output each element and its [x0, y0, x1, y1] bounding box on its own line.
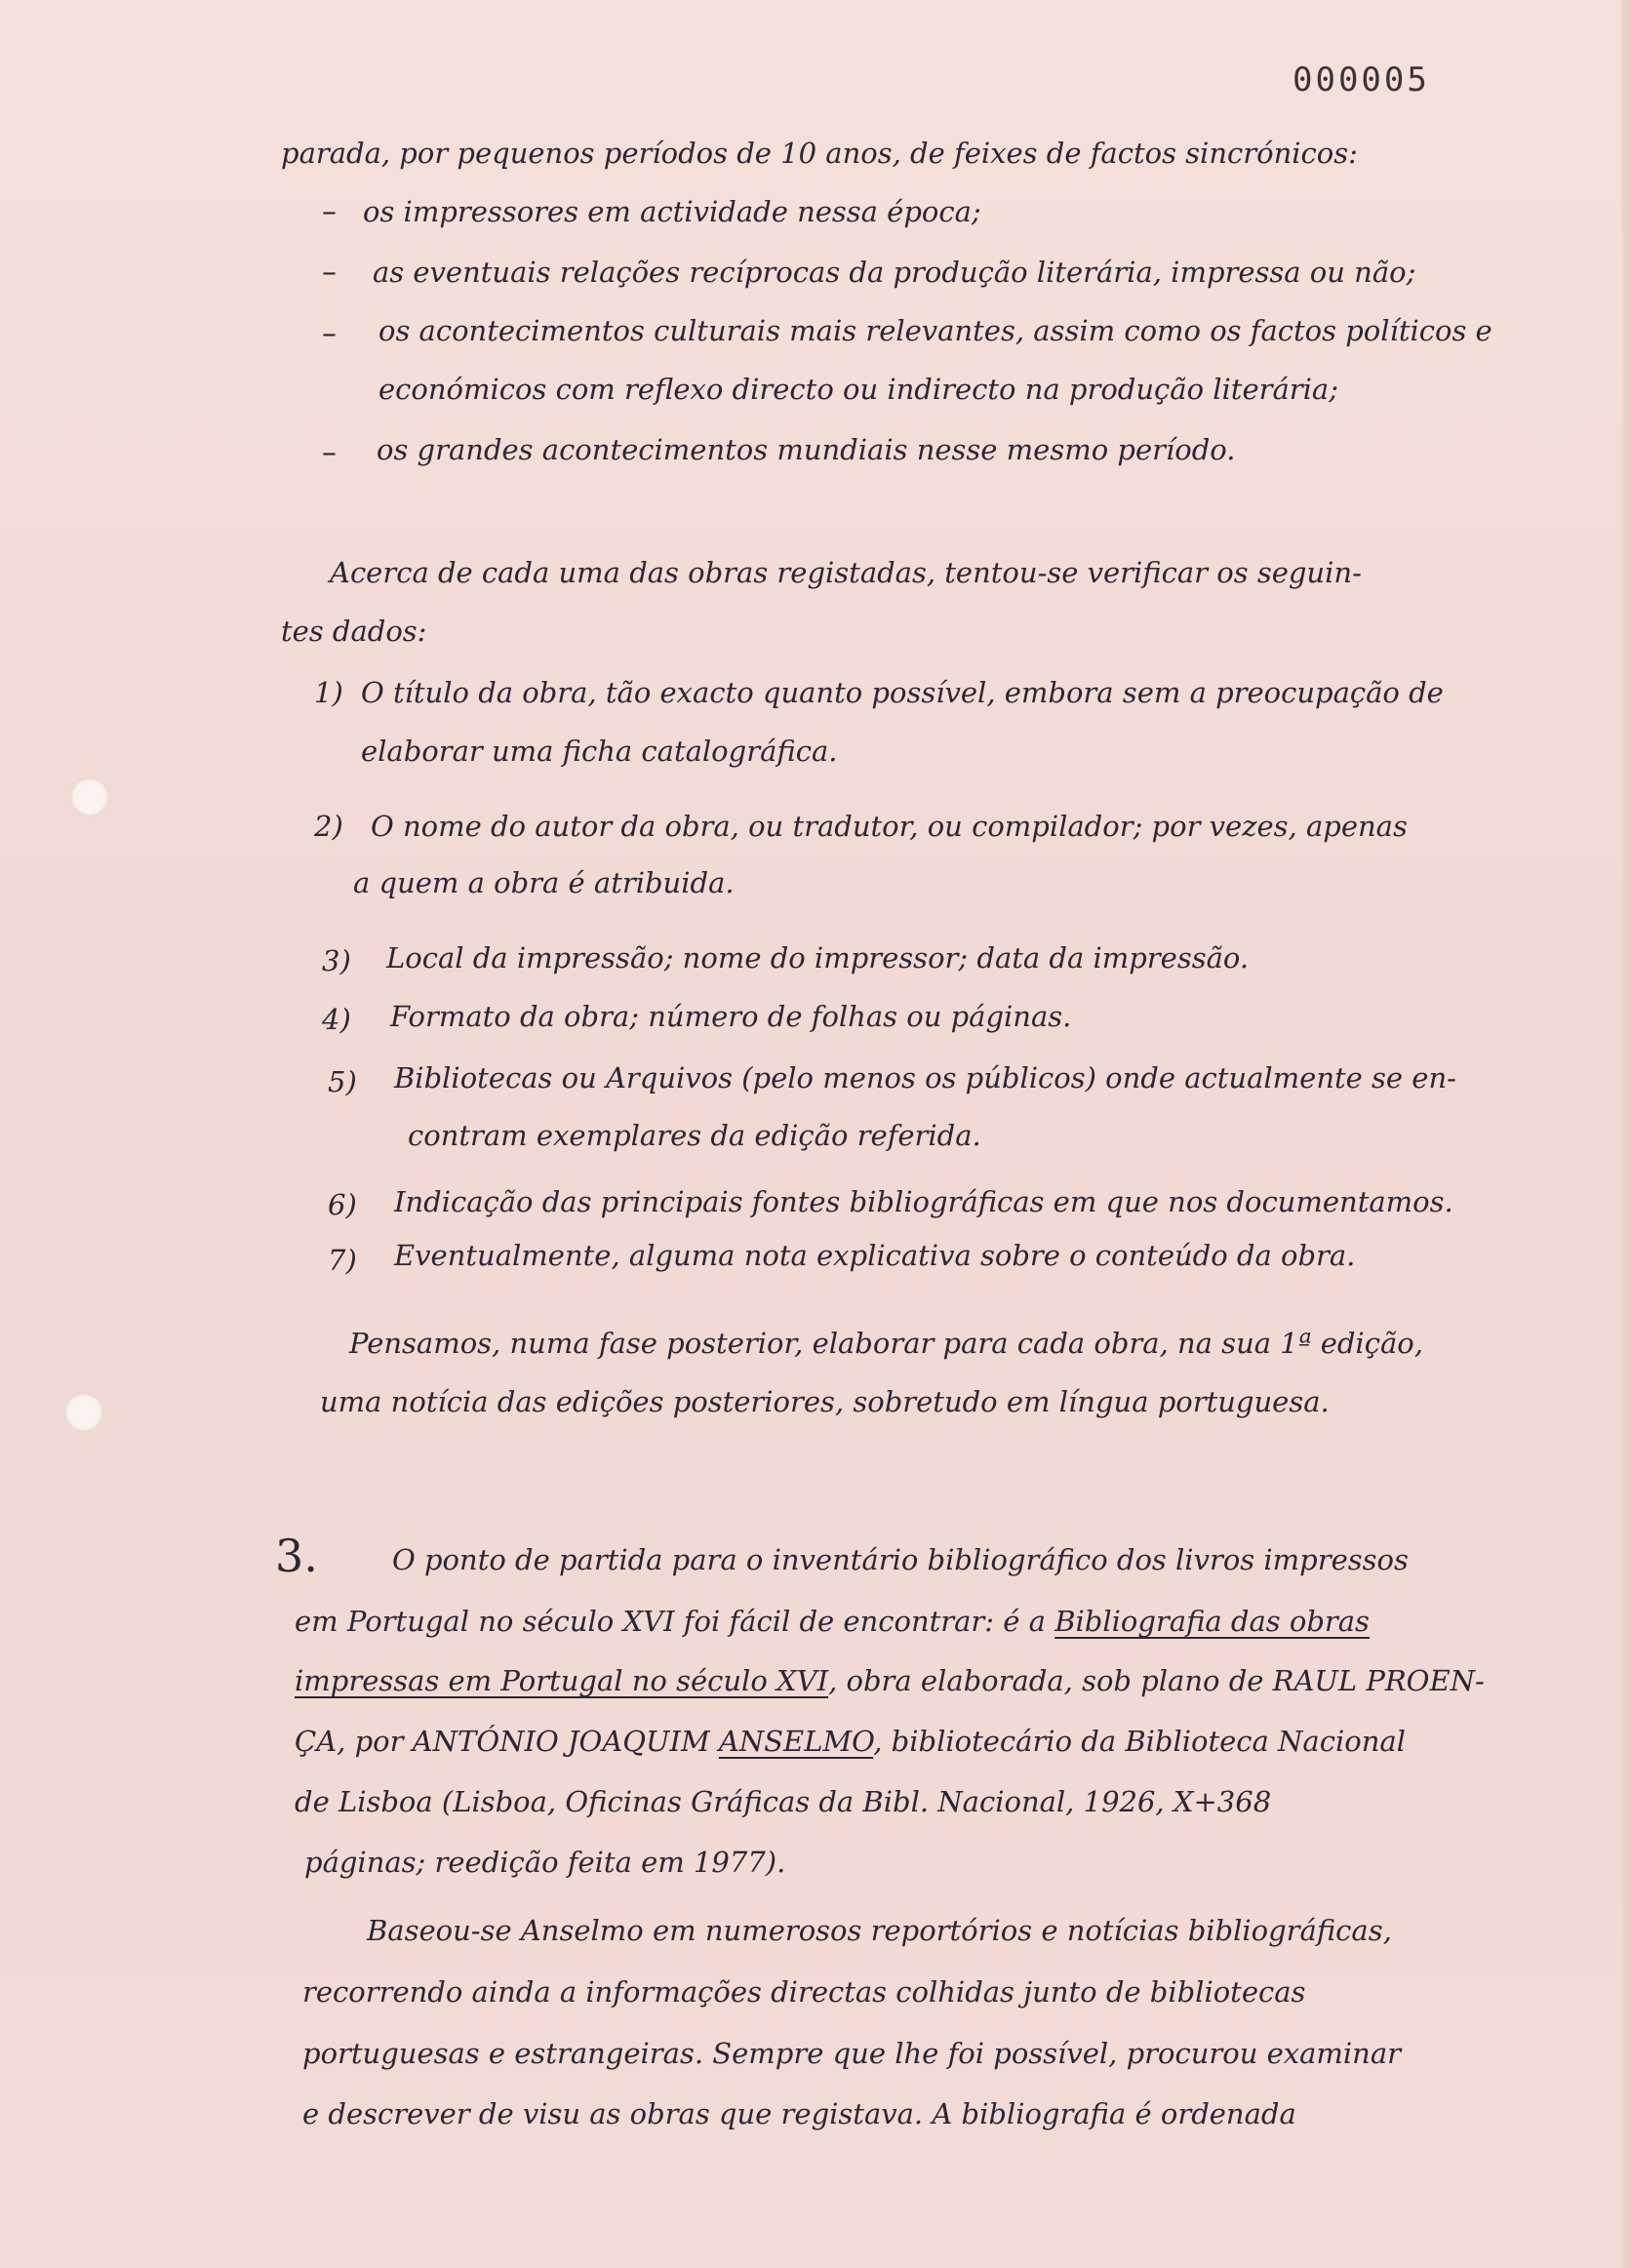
list-number: 2)	[314, 810, 343, 843]
paper-edge	[1621, 0, 1631, 2268]
list-number: 4)	[322, 1003, 351, 1036]
list-item: Formato da obra; número de folhas ou páginas.	[390, 1000, 1072, 1033]
list-item: O nome do autor da obra, ou tradutor, ou compilador; por vezes, apenas	[371, 810, 1408, 843]
paragraph-line: recorrendo ainda a informações directas colhidas junto de bibliotecas	[302, 1975, 1306, 2009]
list-number: 3)	[322, 944, 351, 977]
bullet-item-continuation: económicos com reflexo directo ou indirecto na produção literária;	[378, 373, 1338, 406]
list-number: 6)	[328, 1188, 357, 1221]
paragraph-line: Baseou-se Anselmo em numerosos reportórios e notícias bibliográficas,	[367, 1914, 1392, 1947]
list-number: 5)	[328, 1065, 357, 1098]
section-line: de Lisboa (Lisboa, Oficinas Gráficas da Bibl. Nacional, 1926, X+368	[295, 1785, 1272, 1818]
list-item: O título da obra, tão exacto quanto possível, embora sem a preocupação de	[361, 676, 1444, 709]
list-item-continuation: elaborar uma ficha catalográfica.	[361, 735, 838, 768]
section-number: 3.	[275, 1530, 318, 1582]
text-span: ÇA, por ANTÓNIO JOAQUIM	[295, 1725, 719, 1758]
paragraph-line: Pensamos, numa fase posterior, elaborar para cada obra, na sua 1ª edição,	[349, 1327, 1423, 1360]
paragraph-line: uma notícia das edições posteriores, sobretudo em língua portuguesa.	[320, 1385, 1330, 1418]
punch-hole-bottom	[64, 1393, 103, 1432]
bullet-item: os impressores em actividade nessa época;	[363, 195, 981, 228]
list-item: Eventualmente, alguma nota explicativa sobre o conteúdo da obra.	[394, 1239, 1356, 1272]
text-span: , obra elaborada, sob plano de RAUL PROEN-	[828, 1664, 1485, 1697]
section-line: O ponto de partida para o inventário bibliográfico dos livros impressos	[392, 1543, 1409, 1576]
page-number-stamp: 000005	[1293, 60, 1430, 99]
section-line: páginas; reedição feita em 1977).	[304, 1846, 786, 1879]
section-line	[295, 1664, 1485, 1697]
paragraph-line: tes dados:	[281, 615, 427, 648]
list-item-continuation: contram exemplares da edição referida.	[408, 1119, 981, 1152]
bullet-dash: –	[322, 436, 337, 470]
list-number: 1)	[314, 676, 343, 709]
paragraph-line: e descrever de visu as obras que registava. A bibliografia é ordenada	[302, 2097, 1296, 2130]
bullet-item: os grandes acontecimentos mundiais nesse mesmo período.	[377, 433, 1236, 466]
bullet-item: os acontecimentos culturais mais relevantes, assim como os factos políticos e	[378, 314, 1492, 347]
punch-hole-top	[70, 777, 109, 816]
bullet-item: as eventuais relações recíprocas da produção literária, impressa ou não;	[373, 256, 1416, 289]
paragraph-line: portuguesas e estrangeiras. Sempre que lhe foi possível, procurou examinar	[302, 2037, 1402, 2070]
text-span: em Portugal no século XVI foi fácil de encontrar: é a	[295, 1605, 1055, 1638]
bibliography-title-underlined: Bibliografia das obras	[1054, 1605, 1370, 1638]
list-number: 7)	[328, 1244, 357, 1277]
bibliography-title-underlined: impressas em Portugal no século XVI	[295, 1664, 829, 1697]
list-item: Local da impressão; nome do impressor; data da impressão.	[386, 941, 1250, 975]
text-span: , bibliotecário da Biblioteca Nacional	[873, 1725, 1406, 1758]
paragraph-line: Acerca de cada uma das obras registadas, tentou-se verificar os seguin-	[330, 556, 1362, 589]
author-name-underlined: ANSELMO	[718, 1725, 874, 1758]
bullet-dash: –	[322, 317, 337, 351]
list-item: Bibliotecas ou Arquivos (pelo menos os públicos) onde actualmente se en-	[394, 1061, 1456, 1094]
section-line	[295, 1725, 1406, 1758]
text-line: parada, por pequenos períodos de 10 anos, de feixes de factos sincrónicos:	[281, 137, 1358, 170]
list-item: Indicação das principais fontes bibliográficas em que nos documentamos.	[394, 1185, 1453, 1218]
section-line	[295, 1605, 1370, 1638]
list-item-continuation: a quem a obra é atribuida.	[353, 866, 735, 899]
bullet-dash: –	[322, 195, 337, 229]
bullet-dash: –	[322, 256, 337, 290]
